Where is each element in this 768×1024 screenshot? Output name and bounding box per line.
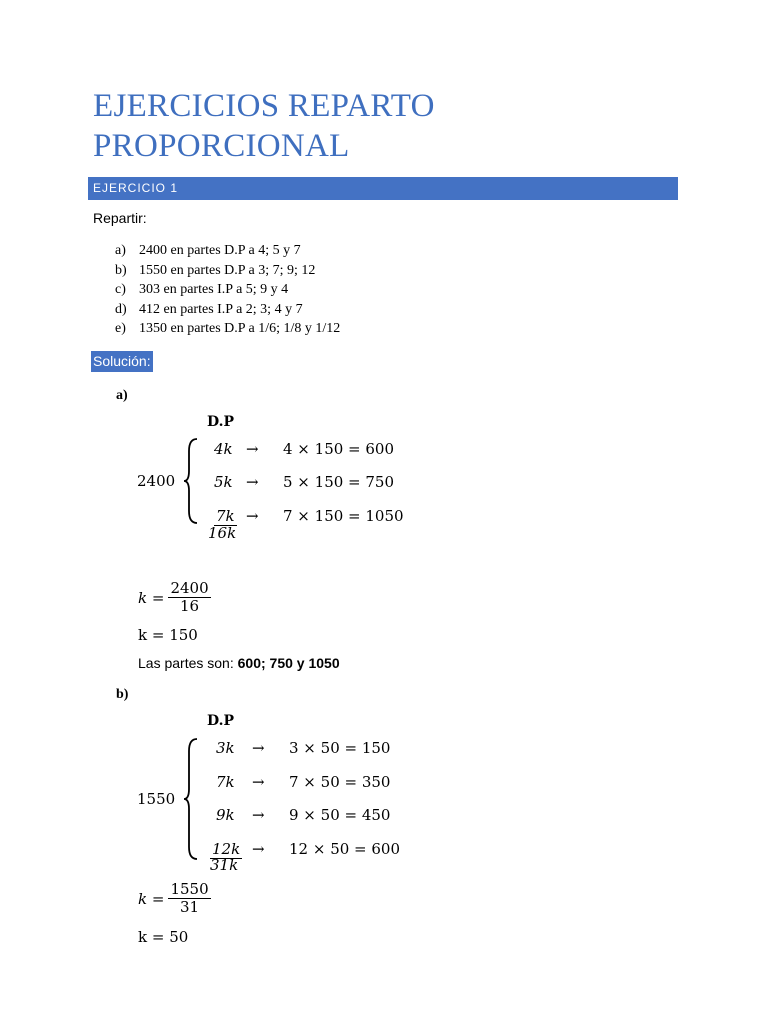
list-item-label: b) xyxy=(115,262,127,278)
arrow-icon: → xyxy=(246,507,259,525)
part-b-total: 1550 xyxy=(137,790,176,808)
list-item-label: e) xyxy=(115,321,126,337)
arrow-icon: → xyxy=(252,840,265,858)
part-b-k-lhs: k = xyxy=(138,889,165,908)
part-b-k-value: k = 50 xyxy=(138,928,189,946)
part-b-brace xyxy=(182,737,202,861)
arrow-icon: → xyxy=(252,806,265,824)
part-a-result-label: Las partes son: xyxy=(138,655,238,671)
part-a-k-numerator: 2400 xyxy=(170,579,209,597)
page-title xyxy=(93,86,693,166)
list-item-text: 412 en partes I.P a 2; 3; 4 y 7 xyxy=(139,301,303,317)
solution-heading: Solución: xyxy=(91,351,153,372)
part-a-k-denominator: 16 xyxy=(179,597,200,615)
part-b-row-k: 3k xyxy=(216,739,235,757)
part-a-row-expr: 5 × 150 = 750 xyxy=(283,473,395,491)
list-item xyxy=(115,241,340,261)
section-header xyxy=(88,177,678,200)
part-b-row-expr: 9 × 50 = 450 xyxy=(289,806,391,824)
part-b-sum: 31k xyxy=(210,856,239,874)
list-item-label: d) xyxy=(115,301,127,317)
part-b-dp-label: D.P xyxy=(207,713,235,729)
part-a-row-k: 7k xyxy=(216,507,235,525)
list-item-label: c) xyxy=(115,282,126,298)
part-b-row-expr: 3 × 50 = 150 xyxy=(289,739,391,757)
instruction-text: Repartir: xyxy=(93,210,147,226)
part-a-k-value: k = 150 xyxy=(138,626,198,644)
part-a-result xyxy=(138,655,340,671)
list-item-text: 303 en partes I.P a 5; 9 y 4 xyxy=(139,282,289,298)
part-a-sum: 16k xyxy=(208,524,237,542)
title-line-2: PROPORCIONAL xyxy=(93,128,350,164)
list-item-text: 1350 en partes D.P a 1/6; 1/8 y 1/12 xyxy=(139,321,341,337)
part-b-row-expr: 7 × 50 = 350 xyxy=(289,773,391,791)
part-a-dp-label: D.P xyxy=(207,414,235,430)
list-item-text: 1550 en partes D.P a 3; 7; 9; 12 xyxy=(139,262,316,278)
part-a-brace xyxy=(182,437,202,525)
part-b-k-equation xyxy=(138,881,211,916)
part-b-row-k: 9k xyxy=(216,806,235,824)
title-line-1: EJERCICIOS REPARTO xyxy=(93,88,435,124)
part-b-label: b) xyxy=(116,687,129,702)
part-a-row-k: 4k xyxy=(214,440,233,458)
part-a-k-equation xyxy=(138,580,211,615)
arrow-icon: → xyxy=(246,440,259,458)
list-item xyxy=(115,300,340,320)
list-item xyxy=(115,319,340,339)
part-b-k-numerator: 1550 xyxy=(170,880,209,898)
arrow-icon: → xyxy=(252,773,265,791)
arrow-icon: → xyxy=(246,473,259,491)
section-header-label: EJERCICIO 1 xyxy=(93,181,179,195)
part-a-k-lhs: k = xyxy=(138,588,165,607)
exercise-list xyxy=(115,241,340,339)
part-a-row-expr: 7 × 150 = 1050 xyxy=(283,507,404,525)
part-a-total: 2400 xyxy=(137,472,176,490)
part-b-row-k: 12k xyxy=(212,840,241,858)
list-item xyxy=(115,280,340,300)
part-b-k-denominator: 31 xyxy=(179,898,200,916)
part-b-row-expr: 12 × 50 = 600 xyxy=(289,840,401,858)
list-item xyxy=(115,261,340,281)
part-a-result-value: 600; 750 y 1050 xyxy=(237,655,340,671)
list-item-text: 2400 en partes D.P a 4; 5 y 7 xyxy=(139,243,301,258)
part-a-row-k: 5k xyxy=(214,473,233,491)
arrow-icon: → xyxy=(252,739,265,757)
part-a-label: a) xyxy=(116,388,128,403)
part-a-row-expr: 4 × 150 = 600 xyxy=(283,440,395,458)
part-a-k-fraction xyxy=(168,580,210,615)
list-item-label: a) xyxy=(115,243,126,258)
part-b-k-fraction xyxy=(168,881,210,916)
part-b-row-k: 7k xyxy=(216,773,235,791)
